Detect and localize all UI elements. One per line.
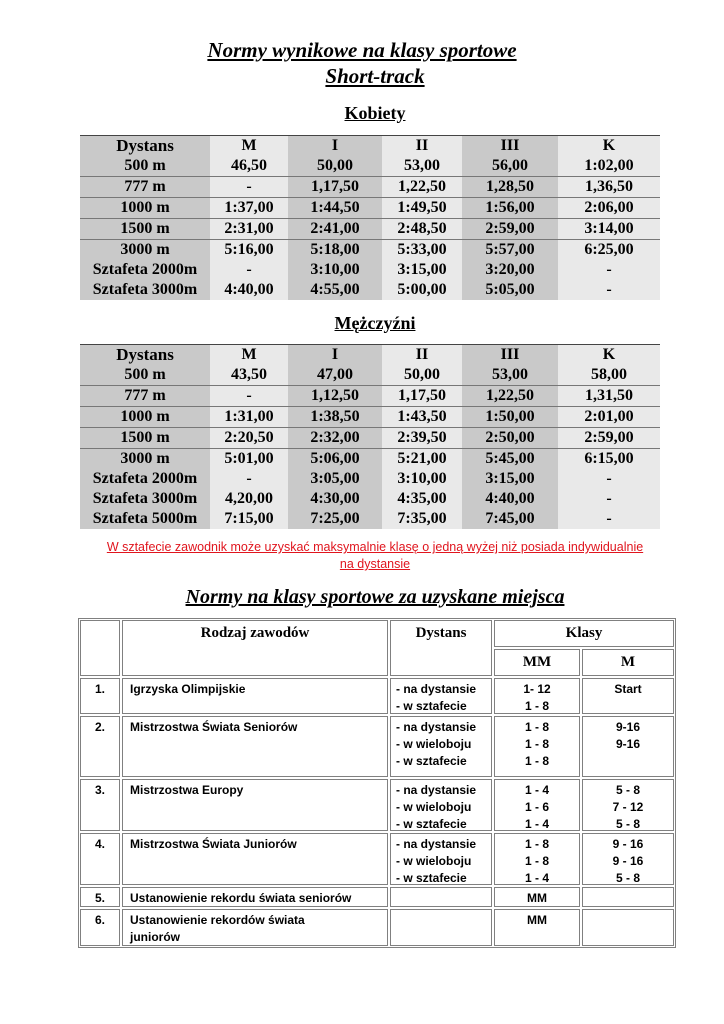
women-header-cell: I xyxy=(288,136,382,157)
mm-class xyxy=(494,912,580,929)
women-value-cell: 3:14,00 xyxy=(558,219,660,240)
women-value-cell: 53,00 xyxy=(382,156,462,177)
men-value-cell: 1,12,50 xyxy=(288,386,382,407)
women-value-cell: 50,00 xyxy=(288,156,382,177)
men-value-cell: 3:10,00 xyxy=(382,469,462,489)
men-value-cell: 1:31,00 xyxy=(210,407,288,428)
event-name xyxy=(130,719,388,736)
header-classes: Klasy xyxy=(565,625,603,641)
m-class-line: 5 - 8 xyxy=(615,871,640,885)
men-value-cell: - xyxy=(558,469,660,489)
event-name-line: Ustanowienie rekordów świata xyxy=(130,913,305,927)
men-value-cell: - xyxy=(210,386,288,407)
women-value-cell: 1:49,50 xyxy=(382,198,462,219)
men-value-cell: 2:01,00 xyxy=(558,407,660,428)
event-name-line: juniorów xyxy=(130,930,180,944)
men-header-cell: III xyxy=(462,345,558,366)
mm-class-line: 1 - 8 xyxy=(524,837,549,851)
event-name xyxy=(130,912,388,946)
mm-class xyxy=(494,890,580,907)
women-header-cell: K xyxy=(558,136,660,157)
men-norms-table xyxy=(80,344,660,529)
men-value-cell: 7:45,00 xyxy=(462,509,558,529)
mm-class-line: 1- 12 xyxy=(523,682,551,696)
women-value-cell: - xyxy=(210,260,288,280)
distance-text-line: - w wieloboju xyxy=(396,854,472,868)
women-value-cell: 5:00,00 xyxy=(382,280,462,300)
women-value-cell: 5:18,00 xyxy=(288,240,382,261)
men-value-cell: 1:38,50 xyxy=(288,407,382,428)
men-row xyxy=(80,509,660,529)
mm-class xyxy=(494,681,580,715)
men-value-cell: 53,00 xyxy=(462,365,558,386)
men-row xyxy=(80,428,660,449)
women-row xyxy=(80,219,660,240)
men-value-cell: 2:59,00 xyxy=(558,428,660,449)
women-value-cell: 1,28,50 xyxy=(462,177,558,198)
distance-text-line: - w wieloboju xyxy=(396,800,472,814)
men-value-cell: 7:15,00 xyxy=(210,509,288,529)
placement-cell xyxy=(582,887,674,907)
men-value-cell: 3:15,00 xyxy=(462,469,558,489)
men-row xyxy=(80,407,660,428)
men-value-cell: - xyxy=(558,509,660,529)
m-class-line: 9 - 16 xyxy=(612,837,644,851)
m-class-line: 9 - 16 xyxy=(612,854,644,868)
women-value-cell: 2:48,50 xyxy=(382,219,462,240)
men-value-cell: 2:50,00 xyxy=(462,428,558,449)
women-distance-cell: 777 m xyxy=(80,177,210,198)
distance-text xyxy=(396,836,492,887)
distance-text-line: - na dystansie xyxy=(396,682,477,696)
m-class-line: Start xyxy=(614,682,642,696)
mm-class-line: MM xyxy=(527,891,547,905)
women-value-cell: 1,36,50 xyxy=(558,177,660,198)
men-value-cell: 5:21,00 xyxy=(382,449,462,470)
men-row xyxy=(80,489,660,509)
event-name xyxy=(130,836,388,853)
men-distance-cell: Sztafeta 2000m xyxy=(80,469,210,489)
men-value-cell: 5:06,00 xyxy=(288,449,382,470)
men-value-cell: 6:15,00 xyxy=(558,449,660,470)
m-class xyxy=(582,719,674,753)
row-number: 3. xyxy=(94,783,105,797)
men-distance-cell: Sztafeta 3000m xyxy=(80,489,210,509)
m-class-line: 9-16 xyxy=(615,737,641,751)
m-class xyxy=(582,782,674,833)
mm-class-line: 1 - 8 xyxy=(524,854,549,868)
m-class-line: 9-16 xyxy=(615,720,641,734)
header-mm: MM xyxy=(522,654,552,670)
men-value-cell: 47,00 xyxy=(288,365,382,386)
event-name xyxy=(130,681,388,698)
distance-text-line: - w sztafecie xyxy=(396,817,467,831)
distance-text-line: - w sztafecie xyxy=(396,699,467,713)
header-no-cell xyxy=(80,620,120,676)
women-value-cell: 4:55,00 xyxy=(288,280,382,300)
women-value-cell: 1:02,00 xyxy=(558,156,660,177)
women-value-cell: 56,00 xyxy=(462,156,558,177)
men-value-cell: 1:43,50 xyxy=(382,407,462,428)
men-value-cell: 5:45,00 xyxy=(462,449,558,470)
men-value-cell: 4:30,00 xyxy=(288,489,382,509)
men-value-cell: 5:01,00 xyxy=(210,449,288,470)
women-header-cell: II xyxy=(382,136,462,157)
page-title: Normy wynikowe na klasy sportowe xyxy=(207,38,517,62)
m-class-line: 5 - 8 xyxy=(615,817,640,831)
m-class-line: 5 - 8 xyxy=(615,783,640,797)
distance-text-line: - w wieloboju xyxy=(396,737,472,751)
distance-text-line: - na dystansie xyxy=(396,783,477,797)
men-header-cell: I xyxy=(288,345,382,366)
men-value-cell: 50,00 xyxy=(382,365,462,386)
women-value-cell: 6:25,00 xyxy=(558,240,660,261)
women-distance-cell: 1500 m xyxy=(80,219,210,240)
women-value-cell: 4:40,00 xyxy=(210,280,288,300)
distance-text-line: - na dystansie xyxy=(396,720,477,734)
women-row xyxy=(80,240,660,261)
distance-text xyxy=(396,782,492,833)
women-value-cell: 2:41,00 xyxy=(288,219,382,240)
row-number: 1. xyxy=(94,682,105,696)
women-row xyxy=(80,198,660,219)
men-header-cell: II xyxy=(382,345,462,366)
men-value-cell: - xyxy=(210,469,288,489)
event-name-line: Mistrzostwa Świata Juniorów xyxy=(130,837,297,851)
event-name-line: Igrzyska Olimpijskie xyxy=(130,682,246,696)
row-number: 2. xyxy=(94,720,105,734)
relay-note xyxy=(70,539,680,573)
distance-text-line: - w sztafecie xyxy=(396,871,467,885)
women-value-cell: 2:31,00 xyxy=(210,219,288,240)
event-name-line: Ustanowienie rekordu świata seniorów xyxy=(130,891,352,905)
women-value-cell: - xyxy=(210,177,288,198)
women-value-cell: 5:33,00 xyxy=(382,240,462,261)
men-value-cell: 4:40,00 xyxy=(462,489,558,509)
relay-note-line1: W sztafecie zawodnik może uzyskać maksymalnie klasę o jedną wyżej niż posiada indywidualnie xyxy=(106,540,644,554)
mm-class-line: MM xyxy=(527,913,547,927)
women-value-cell: 46,50 xyxy=(210,156,288,177)
men-value-cell: - xyxy=(558,489,660,509)
placement-cell xyxy=(582,909,674,946)
event-name-line: Mistrzostwa Europy xyxy=(130,783,244,797)
mm-class-line: 1 - 8 xyxy=(524,754,549,768)
mm-class xyxy=(494,719,580,770)
women-header-cell: M xyxy=(210,136,288,157)
men-header-cell: Dystans xyxy=(80,345,210,366)
women-value-cell: - xyxy=(558,280,660,300)
women-distance-cell: Sztafeta 3000m xyxy=(80,280,210,300)
men-distance-cell: 500 m xyxy=(80,365,210,386)
mm-class-line: 1 - 4 xyxy=(524,871,549,885)
women-value-cell: 3:20,00 xyxy=(462,260,558,280)
men-distance-cell: 3000 m xyxy=(80,449,210,470)
women-value-cell: 5:16,00 xyxy=(210,240,288,261)
women-value-cell: 2:59,00 xyxy=(462,219,558,240)
men-value-cell: 4,20,00 xyxy=(210,489,288,509)
m-class-line: 7 - 12 xyxy=(612,800,644,814)
women-row xyxy=(80,177,660,198)
women-value-cell: 1,17,50 xyxy=(288,177,382,198)
women-value-cell: 3:10,00 xyxy=(288,260,382,280)
men-row xyxy=(80,469,660,489)
men-row xyxy=(80,386,660,407)
women-value-cell: - xyxy=(558,260,660,280)
men-header-cell: K xyxy=(558,345,660,366)
row-number: 5. xyxy=(94,891,105,905)
mm-class-line: 1 - 4 xyxy=(524,817,549,831)
mm-class xyxy=(494,782,580,833)
men-value-cell: 2:20,50 xyxy=(210,428,288,449)
women-row xyxy=(80,260,660,280)
women-norms-table xyxy=(80,135,660,300)
men-value-cell: 7:25,00 xyxy=(288,509,382,529)
event-name xyxy=(130,890,388,907)
placement-cell xyxy=(390,887,492,907)
women-value-cell: 1:44,50 xyxy=(288,198,382,219)
row-number: 4. xyxy=(94,837,105,851)
men-distance-cell: 777 m xyxy=(80,386,210,407)
men-value-cell: 1,22,50 xyxy=(462,386,558,407)
women-distance-cell: 1000 m xyxy=(80,198,210,219)
mm-class-line: 1 - 4 xyxy=(524,783,549,797)
women-value-cell: 5:57,00 xyxy=(462,240,558,261)
men-heading: Mężczyźni xyxy=(334,313,416,333)
m-class xyxy=(582,681,674,698)
header-distance: Dystans xyxy=(415,625,467,641)
women-row xyxy=(80,280,660,300)
page-subtitle: Short-track xyxy=(325,64,425,88)
mm-class-line: 1 - 8 xyxy=(524,720,549,734)
men-value-cell: 2:32,00 xyxy=(288,428,382,449)
women-header-cell: III xyxy=(462,136,558,157)
men-value-cell: 1,31,50 xyxy=(558,386,660,407)
distance-text-line: - w sztafecie xyxy=(396,754,467,768)
women-heading: Kobiety xyxy=(344,103,406,123)
placement-cell xyxy=(390,909,492,946)
mm-class-line: 1 - 6 xyxy=(524,800,549,814)
header-event: Rodzaj zawodów xyxy=(200,625,310,641)
mm-class xyxy=(494,836,580,887)
women-value-cell: 1:56,00 xyxy=(462,198,558,219)
placement-title: Normy na klasy sportowe za uzyskane miejsca xyxy=(185,586,565,608)
men-value-cell: 2:39,50 xyxy=(382,428,462,449)
men-header-cell: M xyxy=(210,345,288,366)
m-class xyxy=(582,836,674,887)
men-distance-cell: 1000 m xyxy=(80,407,210,428)
distance-text xyxy=(396,719,492,770)
men-distance-cell: Sztafeta 5000m xyxy=(80,509,210,529)
mm-class-line: 1 - 8 xyxy=(524,737,549,751)
women-value-cell: 5:05,00 xyxy=(462,280,558,300)
event-name-line: Mistrzostwa Świata Seniorów xyxy=(130,720,298,734)
women-value-cell: 2:06,00 xyxy=(558,198,660,219)
relay-note-line2: na dystansie xyxy=(339,557,411,571)
men-value-cell: 3:05,00 xyxy=(288,469,382,489)
distance-text xyxy=(396,681,492,715)
men-distance-cell: 1500 m xyxy=(80,428,210,449)
women-distance-cell: 3000 m xyxy=(80,240,210,261)
header-m: M xyxy=(620,654,636,670)
men-value-cell: 1:50,00 xyxy=(462,407,558,428)
mm-class-line: 1 - 8 xyxy=(524,699,549,713)
men-value-cell: 58,00 xyxy=(558,365,660,386)
event-name xyxy=(130,782,388,799)
men-row xyxy=(80,365,660,386)
men-value-cell: 1,17,50 xyxy=(382,386,462,407)
women-value-cell: 3:15,00 xyxy=(382,260,462,280)
men-value-cell: 43,50 xyxy=(210,365,288,386)
women-header-cell: Dystans xyxy=(80,136,210,157)
women-distance-cell: 500 m xyxy=(80,156,210,177)
women-row xyxy=(80,156,660,177)
men-value-cell: 4:35,00 xyxy=(382,489,462,509)
women-distance-cell: Sztafeta 2000m xyxy=(80,260,210,280)
women-value-cell: 1:37,00 xyxy=(210,198,288,219)
men-value-cell: 7:35,00 xyxy=(382,509,462,529)
men-row xyxy=(80,449,660,470)
women-value-cell: 1,22,50 xyxy=(382,177,462,198)
distance-text-line: - na dystansie xyxy=(396,837,477,851)
row-number: 6. xyxy=(94,913,105,927)
